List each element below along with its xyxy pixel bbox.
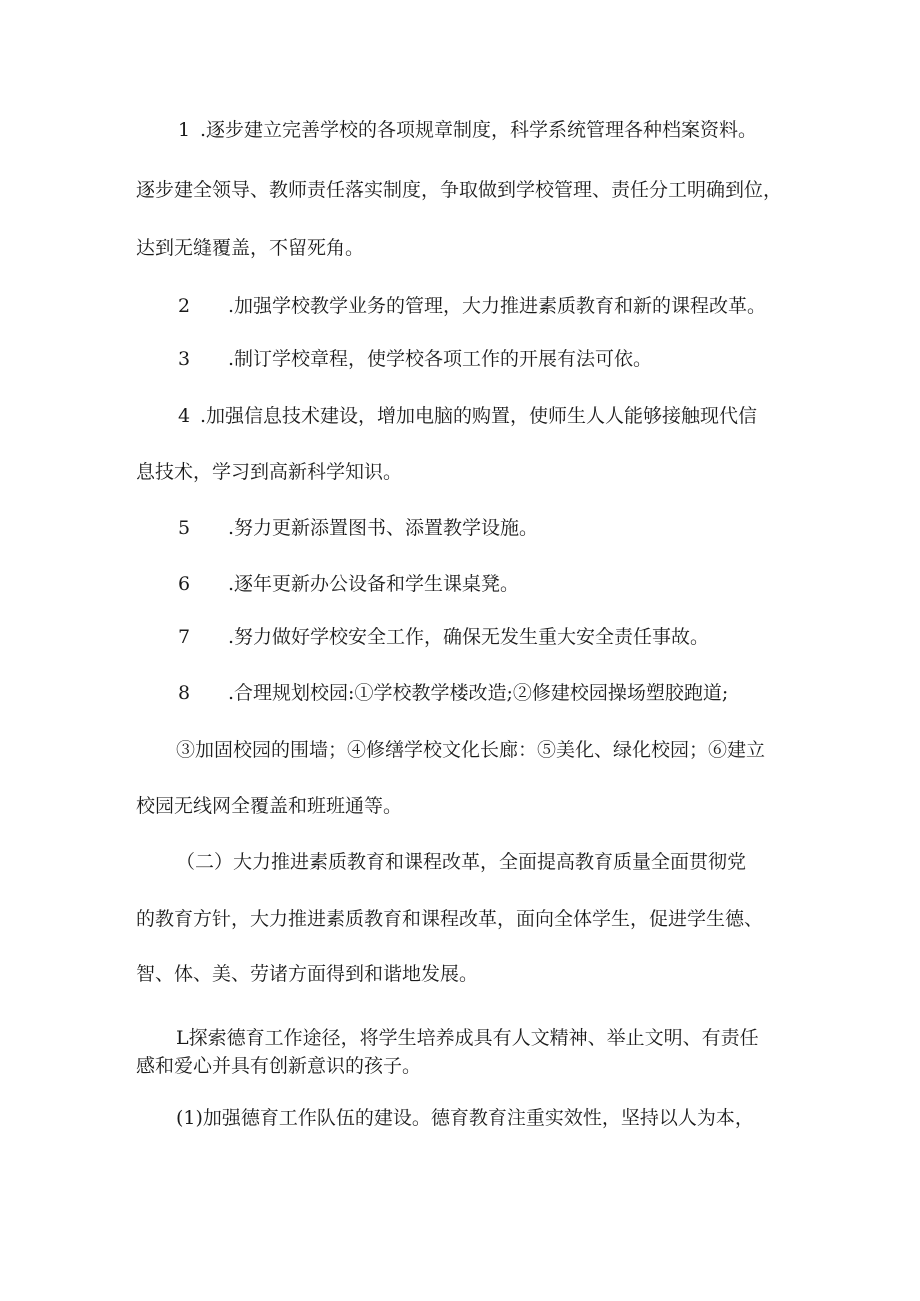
text-line: .逐年更新办公设备和学生课桌凳。 bbox=[228, 573, 520, 595]
text-line: .努力做好学校安全工作，确保无发生重大安全责任事故。 bbox=[228, 626, 710, 648]
item-5-line-1 bbox=[178, 516, 538, 540]
text-line: .制订学校章程，使学校各项工作的开展有法可依。 bbox=[228, 348, 653, 370]
item-number: 7 bbox=[178, 626, 191, 648]
text-line: .努力更新添置图书、添置教学设施。 bbox=[228, 517, 539, 539]
section-2-line-2: 的教育方针，大力推进素质教育和课程改革，面向全体学生，促进学生德、 bbox=[136, 908, 764, 930]
item-8-line-1 bbox=[178, 681, 728, 705]
item-7-line-1 bbox=[178, 625, 709, 649]
item-2-line-1 bbox=[178, 294, 766, 318]
text-line: .加强信息技术建设，增加电脑的购置，使师生人人能够接触现代信 bbox=[200, 405, 758, 427]
item-6-line-1 bbox=[178, 572, 519, 596]
text-line: .合理规划校园:①学校教学楼改造;②修建校园操场塑胶跑道; bbox=[228, 682, 729, 704]
item-4-line-2: 息技术，学习到高新科学知识。 bbox=[136, 461, 403, 483]
item-3-line-1 bbox=[178, 347, 652, 371]
item-number: 6 bbox=[178, 573, 191, 595]
item-1-line-3: 达到无缝覆盖，不留死角。 bbox=[136, 237, 365, 259]
item-4-line-1 bbox=[178, 404, 757, 428]
item-number: 8 bbox=[178, 682, 191, 704]
text-line: .逐步建立完善学校的各项规章制度，科学系统管理各种档案资料。 bbox=[200, 119, 758, 141]
section-2-line-3: 智、体、美、劳诸方面得到和谐地发展。 bbox=[136, 963, 479, 985]
item-number: 5 bbox=[178, 517, 191, 539]
item-number: 4 bbox=[178, 405, 191, 427]
item-number: 3 bbox=[178, 348, 191, 370]
item-8-line-3: 校园无线网全覆盖和班班通等。 bbox=[136, 795, 403, 817]
item-number: 2 bbox=[178, 295, 191, 317]
item-1-line-1 bbox=[178, 118, 757, 142]
moral-ed-line-1: L探索德育工作途径，将学生培养成具有人文精神、举止文明、有责任 bbox=[176, 1027, 759, 1049]
item-number: 1 bbox=[178, 119, 191, 141]
section-2-line-1: （二）大力推进素质教育和课程改革，全面提高教育质量全面贯彻党 bbox=[176, 851, 747, 873]
item-1-line-2: 逐步建全领导、教师责任落实制度，争取做到学校管理、责任分工明确到位， bbox=[136, 179, 783, 201]
subitem-1-line-1: (1)加强德育工作队伍的建设。德育教育注重实效性，坚持以人为本， bbox=[176, 1107, 754, 1129]
text-line: .加强学校教学业务的管理，大力推进素质教育和新的课程改革。 bbox=[228, 295, 767, 317]
item-8-line-2: ③加固校园的围墙；④修缮学校文化长廊：⑤美化、绿化校园；⑥建立 bbox=[176, 739, 766, 761]
moral-ed-line-2: 感和爱心并具有创新意识的孩子。 bbox=[136, 1055, 422, 1077]
